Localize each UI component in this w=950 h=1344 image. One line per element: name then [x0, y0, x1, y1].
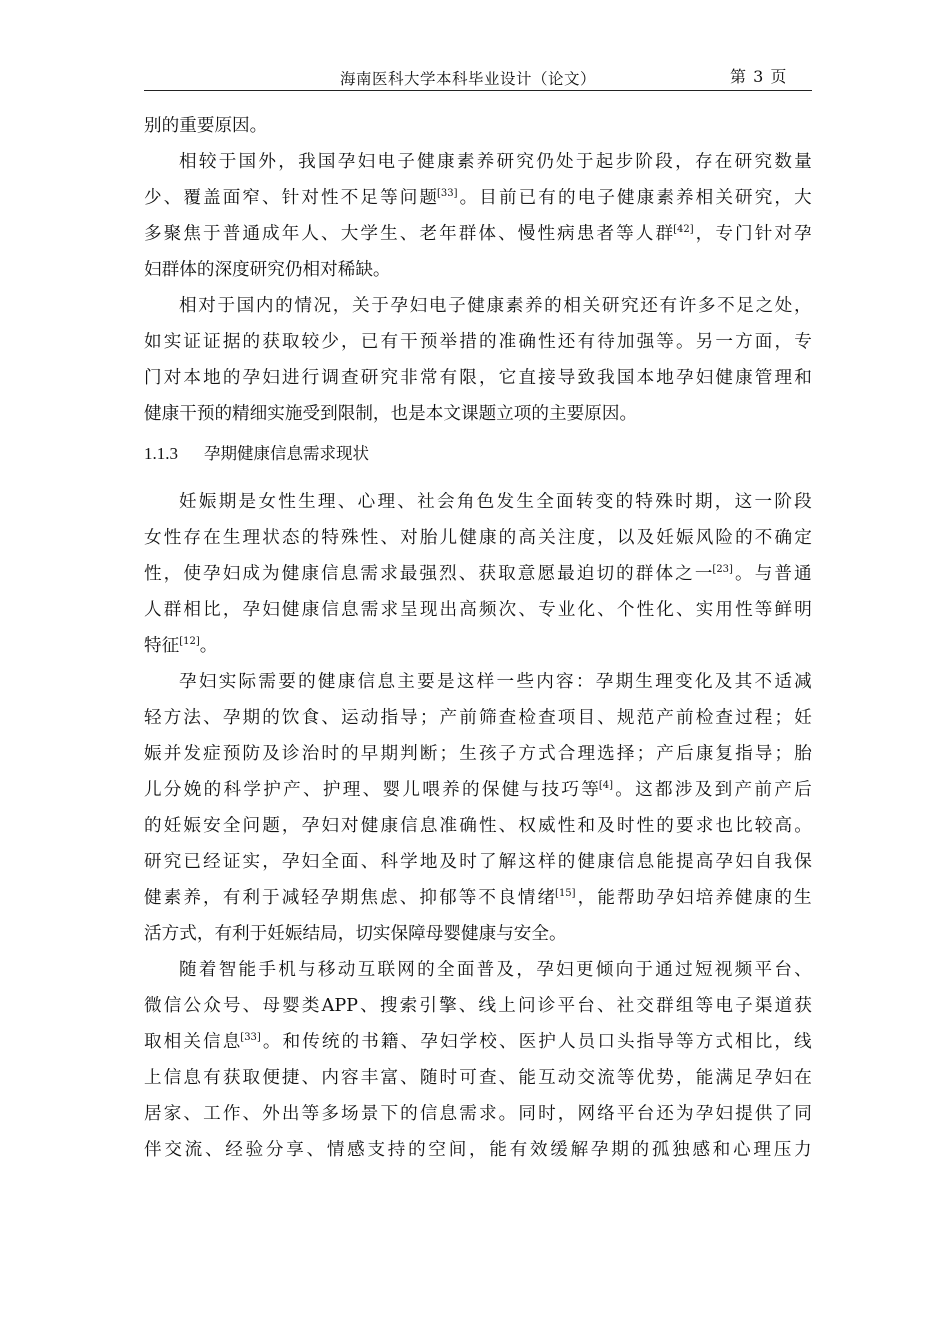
paragraph: [144, 288, 812, 432]
text-line: 孕 妇 实 际 需 要 的 健 康 信 息 主 要 是 这 样 一 些 内 容 ： 孕 期 生 理 变 化 及 其 不 适 减: [179, 672, 812, 692]
text-line: 研 究 已 经 证 实 ， 孕 妇 全 面 、 科 学 地 及 时 了 解 这 样 的 健 康 信 息 能 提 高 孕 妇 自 我 保: [144, 852, 812, 872]
text-line: 人 群 相 比 ， 孕 妇 健 康 信 息 需 求 呈 现 出 高 频 次 、 专 业 化 、 个 性 化 、 实 用 性 等 鲜 明: [144, 600, 812, 620]
section-heading: [144, 436, 812, 472]
citation-ref: [12]: [179, 636, 200, 647]
section-number: 1.1.3: [144, 444, 178, 463]
paragraph: [144, 484, 812, 664]
text-line: 性 ， 使 孕 妇 成 为 健 康 信 息 需 求 最 强 烈 、 获 取 意 愿 最 迫 切 的 群 体 之 一[23] 。 与 普 通: [144, 564, 812, 584]
text-line: 活方式，有利于妊娠结局，切实保障母婴健康与安全。: [144, 924, 567, 944]
paragraph: [144, 144, 812, 288]
text-line: 娠 并 发 症 预 防 及 诊 治 时 的 早 期 判 断 ； 生 孩 子 方 式 合 理 选 择 ； 产 后 康 复 指 导 ； 胎: [144, 744, 812, 764]
paragraph-group-intro: [144, 108, 812, 432]
text-line: 如 实 证 证 据 的 获 取 较 少 ， 已 有 干 预 举 措 的 准 确 性 还 有 待 加 强 等 。 另 一 方 面 ， 专: [144, 332, 812, 352]
text-line: 妊 娠 期 是 女 性 生 理 、 心 理 、 社 会 角 色 发 生 全 面 转 变 的 特 殊 时 期 ， 这 一 阶 段: [179, 492, 812, 512]
citation-ref: [23]: [712, 564, 733, 575]
text-line: 女 性 存 在 生 理 状 态 的 特 殊 性 、 对 胎 儿 健 康 的 高 关 注 度 ， 以 及 妊 娠 风 险 的 不 确 定: [144, 528, 812, 548]
text-line: 特征[12]。: [144, 636, 218, 656]
paragraph: [144, 664, 812, 952]
text-line: 门 对 本 地 的 孕 妇 进 行 调 查 研 究 非 常 有 限 ， 它 直 接 导 致 我 国 本 地 孕 妇 健 康 管 理 和: [144, 368, 812, 388]
text-line: 健康干预的精细实施受到限制，也是本文课题立项的主要原因。: [144, 404, 638, 424]
text-line: 儿 分 娩 的 科 学 护 产 、 护 理 、 婴 儿 喂 养 的 保 健 与 技 巧 等[4] 。 这 都 涉 及 到 产 前 产 后: [144, 780, 812, 800]
text-line: 上 信 息 有 获 取 便 捷 、 内 容 丰 富 、 随 时 可 查 、 能 互 动 交 流 等 优 势 ， 能 满 足 孕 妇 在: [144, 1068, 812, 1088]
text-line: 的 妊 娠 安 全 问 题 ， 孕 妇 对 健 康 信 息 准 确 性 、 权 威 性 和 及 时 性 的 要 求 也 比 较 高 。: [144, 816, 812, 836]
citation-ref: [42]: [673, 224, 694, 235]
citation-ref: [33]: [437, 188, 458, 199]
text-line: 别的重要原因。: [144, 116, 268, 136]
paragraph: [144, 952, 812, 1168]
paragraph-group-section: [144, 484, 812, 1168]
text-line: 妇群体的深度研究仍相对稀缺。: [144, 260, 391, 280]
text-line: 相 较 于 国 外 ， 我 国 孕 妇 电 子 健 康 素 养 研 究 仍 处 于 起 步 阶 段 ， 存 在 研 究 数 量: [179, 152, 812, 172]
page-header: [144, 64, 812, 91]
header-school-title: 海南医科大学本科毕业设计（论文）: [340, 70, 597, 88]
section-title: 孕期健康信息需求现状: [204, 444, 369, 463]
text-line: 随 着 智 能 手 机 与 移 动 互 联 网 的 全 面 普 及 ， 孕 妇 更 倾 向 于 通 过 短 视 频 平 台 、: [179, 960, 812, 980]
text-line: 轻 方 法 、 孕 期 的 饮 食 、 运 动 指 导 ； 产 前 筛 查 检 查 项 目 、 规 范 产 前 检 查 过 程 ； 妊: [144, 708, 812, 728]
citation-ref: [4]: [598, 780, 614, 791]
text-line: 少 、 覆 盖 面 窄 、 针 对 性 不 足 等 问 题[33] 。 目 前 已 有 的 电 子 健 康 素 养 相 关 研 究 ， 大: [144, 188, 812, 208]
text-line: 健 素 养 ， 有 利 于 减 轻 孕 期 焦 虑 、 抑 郁 等 不 良 情 绪[15] ， 能 帮 助 孕 妇 培 养 健 康 的 生: [144, 888, 812, 908]
text-line: 取 相 关 信 息[33] 。 和 传 统 的 书 籍 、 孕 妇 学 校 、 医 护 人 员 口 头 指 导 等 方 式 相 比 ， 线: [144, 1032, 812, 1052]
text-line: 居 家 、 工 作 、 外 出 等 多 场 景 下 的 信 息 需 求 。 同 时 ， 网 络 平 台 还 为 孕 妇 提 供 了 同: [144, 1104, 812, 1124]
paragraph: [144, 108, 812, 144]
citation-ref: [33]: [240, 1032, 261, 1043]
text-line: 伴 交 流 、 经 验 分 享 、 情 感 支 持 的 空 间 ， 能 有 效 缓 解 孕 期 的 孤 独 感 和 心 理 压 力: [144, 1140, 812, 1160]
header-page-number: 第 3 页: [730, 67, 788, 86]
citation-ref: [15]: [555, 888, 576, 899]
text-line: 相 对 于 国 内 的 情 况 ， 关 于 孕 妇 电 子 健 康 素 养 的 相 关 研 究 还 有 许 多 不 足 之 处 ，: [179, 296, 812, 316]
document-body: [144, 108, 812, 1168]
text-line: 微 信 公 众 号 、 母 婴 类 APP 、 搜 索 引 擎 、 线 上 问 诊 平 台 、 社 交 群 组 等 电 子 渠 道 获: [144, 996, 812, 1016]
text-line: 多 聚 焦 于 普 通 成 年 人 、 大 学 生 、 老 年 群 体 、 慢 性 病 患 者 等 人 群[42] ， 专 门 针 对 孕: [144, 224, 812, 244]
